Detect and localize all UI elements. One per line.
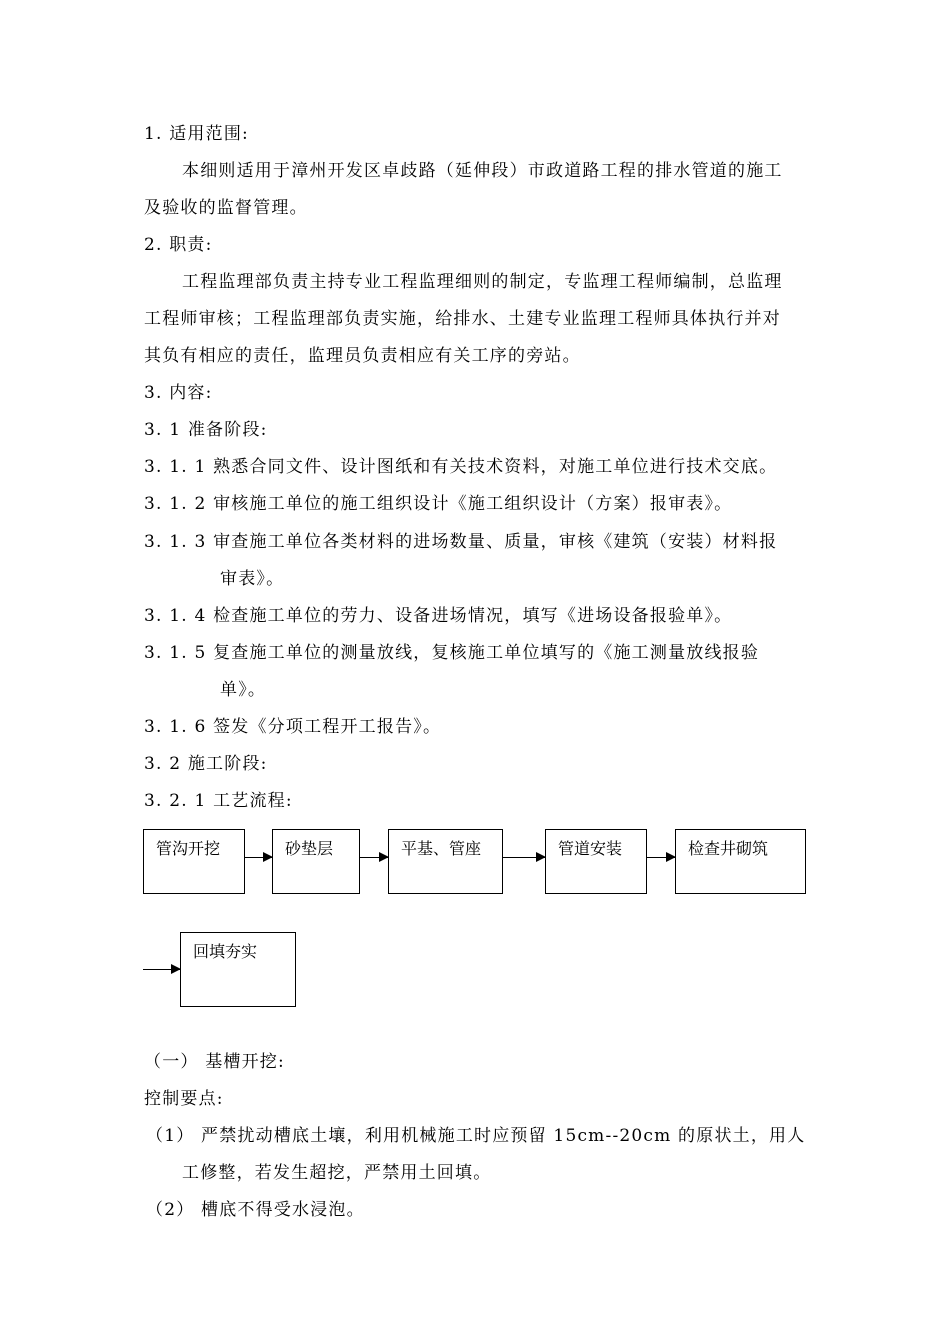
control-points-heading: 控制要点: <box>144 1089 224 1109</box>
section-1-heading: 1. 适用范围: <box>144 124 249 144</box>
flow-arrow-icon <box>245 857 272 858</box>
flow-step-label: 检查井砌筑 <box>688 839 769 858</box>
flow-arrow-icon <box>143 969 180 970</box>
item-3-1-4: 3. 1. 4 检查施工单位的劳力、设备进场情况，填写《进场设备报验单》。 <box>144 606 733 626</box>
flow-step-label: 管沟开挖 <box>156 839 221 858</box>
flow-step-label: 平基、管座 <box>401 839 482 858</box>
item-3-1-3-line-1: 3. 1. 3 审查施工单位各类材料的进场数量、质量，审核《建筑（安装）材料报 <box>144 532 778 552</box>
section-3-2-heading: 3. 2 施工阶段: <box>144 754 268 774</box>
control-point-1-line-1: （1） 严禁扰动槽底土壤，利用机械施工时应预留 15cm--20cm 的原状土，用人 <box>146 1126 806 1146</box>
flow-step-label: 管道安装 <box>558 839 623 858</box>
flow-arrow-icon <box>360 857 388 858</box>
flow-step-label: 回填夯实 <box>193 942 258 961</box>
item-3-1-1: 3. 1. 1 熟悉合同文件、设计图纸和有关技术资料，对施工单位进行技术交底。 <box>144 457 778 477</box>
section-2-text-line-1: 工程监理部负责主持专业工程监理细则的制定，专监理工程师编制，总监理 <box>182 272 783 292</box>
section-1-text-line-1: 本细则适用于漳州开发区卓歧路（延伸段）市政道路工程的排水管道的施工 <box>182 161 783 181</box>
subsection-trench-excavation: （一） 基槽开挖: <box>144 1052 285 1072</box>
flow-step-pipe-installation <box>545 829 647 894</box>
section-1-text-line-2: 及验收的监督管理。 <box>144 198 308 218</box>
control-point-1-line-2: 工修整，若发生超挖，严禁用土回填。 <box>182 1163 492 1183</box>
flow-step-foundation-pipe-seat <box>388 829 503 894</box>
flow-arrow-icon <box>503 857 545 858</box>
section-2-text-line-2: 工程师审核；工程监理部负责实施，给排水、土建专业监理工程师具体执行并对 <box>144 309 781 329</box>
flow-step-manhole-masonry <box>675 829 806 894</box>
control-point-2: （2） 槽底不得受水浸泡。 <box>146 1200 365 1220</box>
flow-step-label: 砂垫层 <box>285 839 334 858</box>
item-3-1-6: 3. 1. 6 签发《分项工程开工报告》。 <box>144 717 442 737</box>
flow-step-backfill-compaction <box>180 932 296 1007</box>
flow-step-trench-excavation <box>143 829 245 894</box>
section-3-1-heading: 3. 1 准备阶段: <box>144 420 268 440</box>
item-3-1-5-line-1: 3. 1. 5 复查施工单位的测量放线，复核施工单位填写的《施工测量放线报验 <box>144 643 760 663</box>
section-3-heading: 3. 内容: <box>144 383 213 403</box>
item-3-1-5-line-2: 单》。 <box>220 680 267 700</box>
item-3-1-3-line-2: 审表》。 <box>220 569 285 589</box>
item-3-1-2: 3. 1. 2 审核施工单位的施工组织设计《施工组织设计（方案）报审表》。 <box>144 494 733 514</box>
flow-step-sand-cushion <box>272 829 360 894</box>
section-2-text-line-3: 其负有相应的责任，监理员负责相应有关工序的旁站。 <box>144 346 581 366</box>
flow-arrow-icon <box>647 857 675 858</box>
item-3-2-1: 3. 2. 1 工艺流程: <box>144 791 293 811</box>
section-2-heading: 2. 职责: <box>144 235 213 255</box>
